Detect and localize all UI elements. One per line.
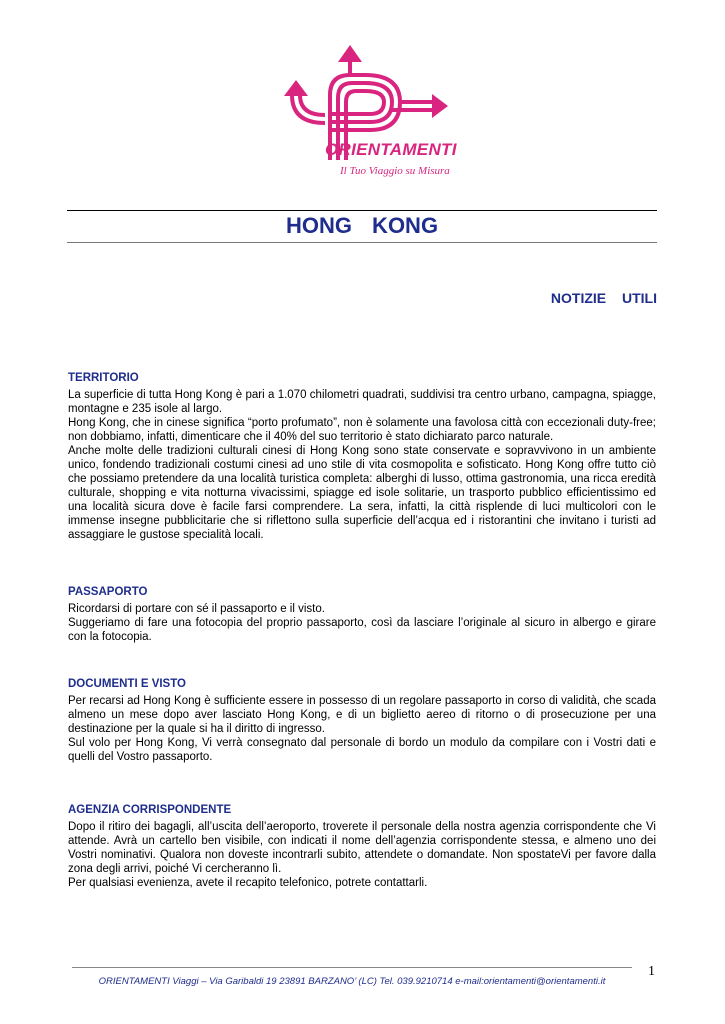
title-rule-top bbox=[67, 210, 657, 211]
section-paragraph: Sul volo per Hong Kong, Vi verrà consegnato dal personale di bordo un modulo da compilare con i Vostri dati e quelli del Vostro passaporto. bbox=[68, 737, 656, 763]
section-heading: DOCUMENTI E VISTO bbox=[68, 678, 186, 690]
page-number: 1 bbox=[648, 964, 655, 979]
section-paragraph: Per qualsiasi evenienza, avete il recapito telefonico, potrete contattarli. bbox=[68, 877, 428, 889]
section-paragraph: Ricordarsi di portare con sé il passaporto e il visto. bbox=[68, 603, 325, 615]
section-passaporto bbox=[68, 585, 656, 644]
title-rule-bottom bbox=[67, 242, 657, 243]
section-paragraph: Per recarsi ad Hong Kong è sufficiente essere in possesso di un regolare passaporto in corso di validità, che scada almeno un mese dopo aver lasciato Hong Kong, e di un biglietto aereo di ritorno o di prosecuzione per una destinazione per la quale si ha il diritto di ingresso. bbox=[68, 695, 656, 735]
orientamenti-logo bbox=[270, 40, 470, 185]
section-agenzia-corrispondente bbox=[68, 803, 656, 890]
document-subtitle: NOTIZIE UTILI bbox=[550, 290, 657, 306]
section-paragraph: La superficie di tutta Hong Kong è pari a 1.070 chilometri quadrati, suddivisi tra centro urbano, campagna, spiagge, montagne e 235 isole al largo. bbox=[68, 389, 656, 415]
section-paragraph: Dopo il ritiro dei bagagli, all’uscita dell’aeroporto, troverete il personale della nostra agenzia corrispondente che Vi attende. Avrà un cartello ben visibile, con indicati il nome dell’agenzia corrispondente stessa, e almeno uno dei Vostri nominativi. Qualora non doveste incontrarli subito, attendete o domandate. Non spostateVi per favore dalla zona degli arrivi, poiché Vi cercheranno lì. bbox=[68, 821, 656, 875]
section-paragraph: Anche molte delle tradizioni culturali cinesi di Hong Kong sono state conservate e sopravvivono in un ambiente unico, fondendo tradizionali costumi cinesi ad uno stile di vita cosmopolita e sofisticato. Hong Kong offre tutto ciò che possiamo pretendere da una località turistica completa: alberghi di lusso, ottima gastronomia, una ricca eredità culturale, shopping e vita notturna vivacissimi, spiagge ed isole solitarie, un trasporto pubblico efficientissimo ed una località sicura dove è facile farsi comprendere. La sera, infatti, la città risplende di luci multicolori con le immense insegne pubblicitarie che si riflettono sulla superficie dell’acqua ed i ristorantini che invitano i turisti ad assaggiare le gustose specialità locali. bbox=[68, 445, 656, 541]
section-heading: AGENZIA CORRISPONDENTE bbox=[68, 804, 232, 816]
footer-contact: ORIENTAMENTI Viaggi – Via Garibaldi 19 23891 BARZANO’ (LC) Tel. 039.9210714 e-mail:orientamenti@orientamenti.it bbox=[98, 976, 606, 987]
logo-wordmark: ORIENTAMENTI bbox=[325, 140, 457, 159]
section-paragraph: Hong Kong, che in cinese significa “porto profumato”, non è solamente una favolosa città con eccezionali duty-free; non dobbiamo, infatti, dimenticare che il 40% del suo territorio è stato dichiarato parco naturale. bbox=[68, 417, 656, 443]
footer-rule bbox=[72, 967, 632, 968]
section-heading: TERRITORIO bbox=[68, 372, 139, 384]
document-title: HONG KONG bbox=[285, 213, 439, 238]
section-documenti-e-visto bbox=[68, 677, 656, 764]
section-paragraph: Suggeriamo di fare una fotocopia del proprio passaporto, così da lasciare l’originale al sicuro in albergo e girare con la fotocopia. bbox=[68, 617, 656, 643]
logo-tagline: Il Tuo Viaggio su Misura bbox=[340, 165, 450, 177]
section-territorio bbox=[68, 371, 656, 542]
section-heading: PASSAPORTO bbox=[68, 586, 148, 598]
